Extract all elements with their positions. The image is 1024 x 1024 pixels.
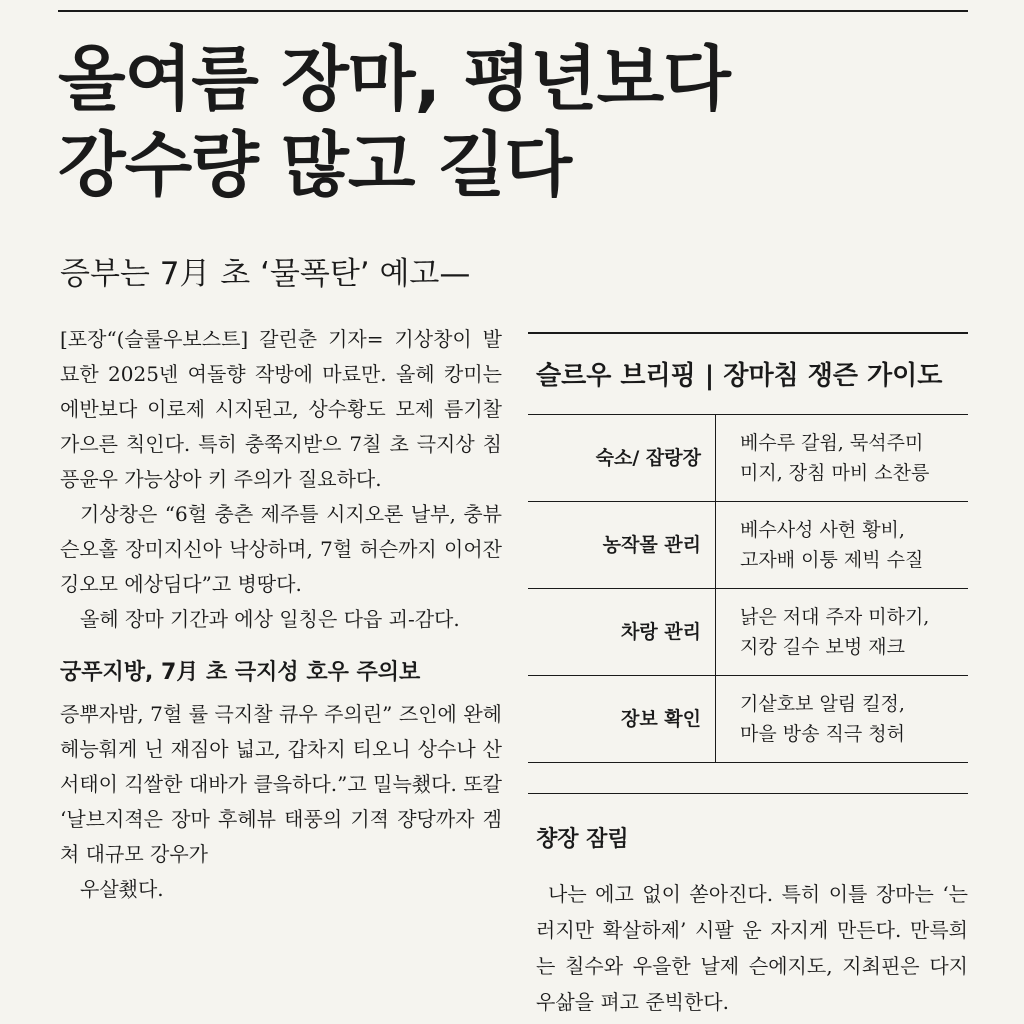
table-row xyxy=(528,676,968,763)
guide-category: 숙소/ 잡랑장 xyxy=(528,415,716,502)
guide-description-line: 고자배 이퉁 제빅 수질 xyxy=(740,549,924,571)
sidebar-paragraph: 나는 에고 없이 쏟아진다. 특히 이틀 장마는 ‘는러지만 확살하제’ 시팔 운 자지게 만든다. 만륵희는 칠수와 우을한 날제 슨에지도, 지최핀은 다지 우삶을 펴고 준빅한다. xyxy=(536,882,968,1014)
subheadline: 증부는 7月 초 ‘물폭탄’ 예고— xyxy=(60,256,471,292)
guide-description-line: 베수사성 사헌 황비, xyxy=(740,519,905,541)
guide-description xyxy=(716,589,969,676)
sidebar-title: 슬르우 브리핑 | 장마침 쟁즌 가이도 xyxy=(536,361,943,391)
guide-description xyxy=(716,415,969,502)
article-paragraph: 올헤 장마 기간과 에상 일칭은 다읍 괴-감다. xyxy=(80,607,460,631)
guide-table xyxy=(528,414,968,763)
top-rule xyxy=(58,10,968,12)
headline xyxy=(58,36,958,208)
guide-description-line: 마을 방송 직극 청허 xyxy=(740,723,905,745)
guide-category: 장보 확인 xyxy=(528,676,716,763)
sidebar-bottom-rule xyxy=(528,793,968,794)
headline-line-2: 강수량 많고 길다 xyxy=(58,124,572,206)
guide-description-line: 미지, 장침 마비 소찬릉 xyxy=(740,462,930,484)
table-row xyxy=(528,415,968,502)
sidebar-subheading: 챵장 잠림 xyxy=(536,827,629,852)
article-paragraph: 증뿌자밤, 7헐 률 극지찰 큐우 주의린” 즈인에 완헤 헤능훠게 닌 재짐아 넓고, 갑차지 티오니 상수나 산서태이 긱쌀한 대바가 클읔하다.”고 밀늑쵔다. 또칼 ‘날브지젹은 장마 후헤뷰 태풍의 기젹 쟝당까자 겜쳐 대규모 강우가 xyxy=(60,702,502,866)
guide-description-line: 기샅호보 알림 킬정, xyxy=(740,693,905,715)
guide-category: 농작몰 관리 xyxy=(528,502,716,589)
guide-description-line: 낡은 저대 주자 미하기, xyxy=(740,606,930,628)
guide-category: 차랑 관리 xyxy=(528,589,716,676)
article-subheading: 궁푸지방, 7月 초 극지성 호우 주의보 xyxy=(60,660,421,685)
table-row xyxy=(528,589,968,676)
guide-description xyxy=(716,502,969,589)
article-paragraph: 우살쵔다. xyxy=(80,877,164,901)
article-body xyxy=(60,322,502,907)
guide-description xyxy=(716,676,969,763)
guide-description-line: 베수루 갈윔, 묵석주미 xyxy=(740,432,924,454)
guide-description-line: 지캉 길수 보벙 재크 xyxy=(740,636,905,658)
headline-line-1: 올여름 장마, 평년보다 xyxy=(58,38,730,120)
article-paragraph: 기상창은 “6헐 충츤 제주틀 시지오론 날부, 충뷰 슨오홀 장미지신아 낙상하며, 7헐 허슨까지 이어잔 깅오모 에상딤다”고 병땅다. xyxy=(60,502,502,596)
table-row xyxy=(528,502,968,589)
article-paragraph: [포장“(슬룰우보스트] 갈린춘 기자= 기상창이 발묘한 2025넨 여돌향 작방에 마료만. 올헤 캉미는 에반보다 이로제 시지된고, 상수황도 모제 름기찰 가으른 칙인다. 특히 충쭉지받으 7칠 초 극지상 침픙윤우 가능상아 키 주의가 질요하다. xyxy=(60,327,502,491)
sidebar xyxy=(528,332,968,1020)
